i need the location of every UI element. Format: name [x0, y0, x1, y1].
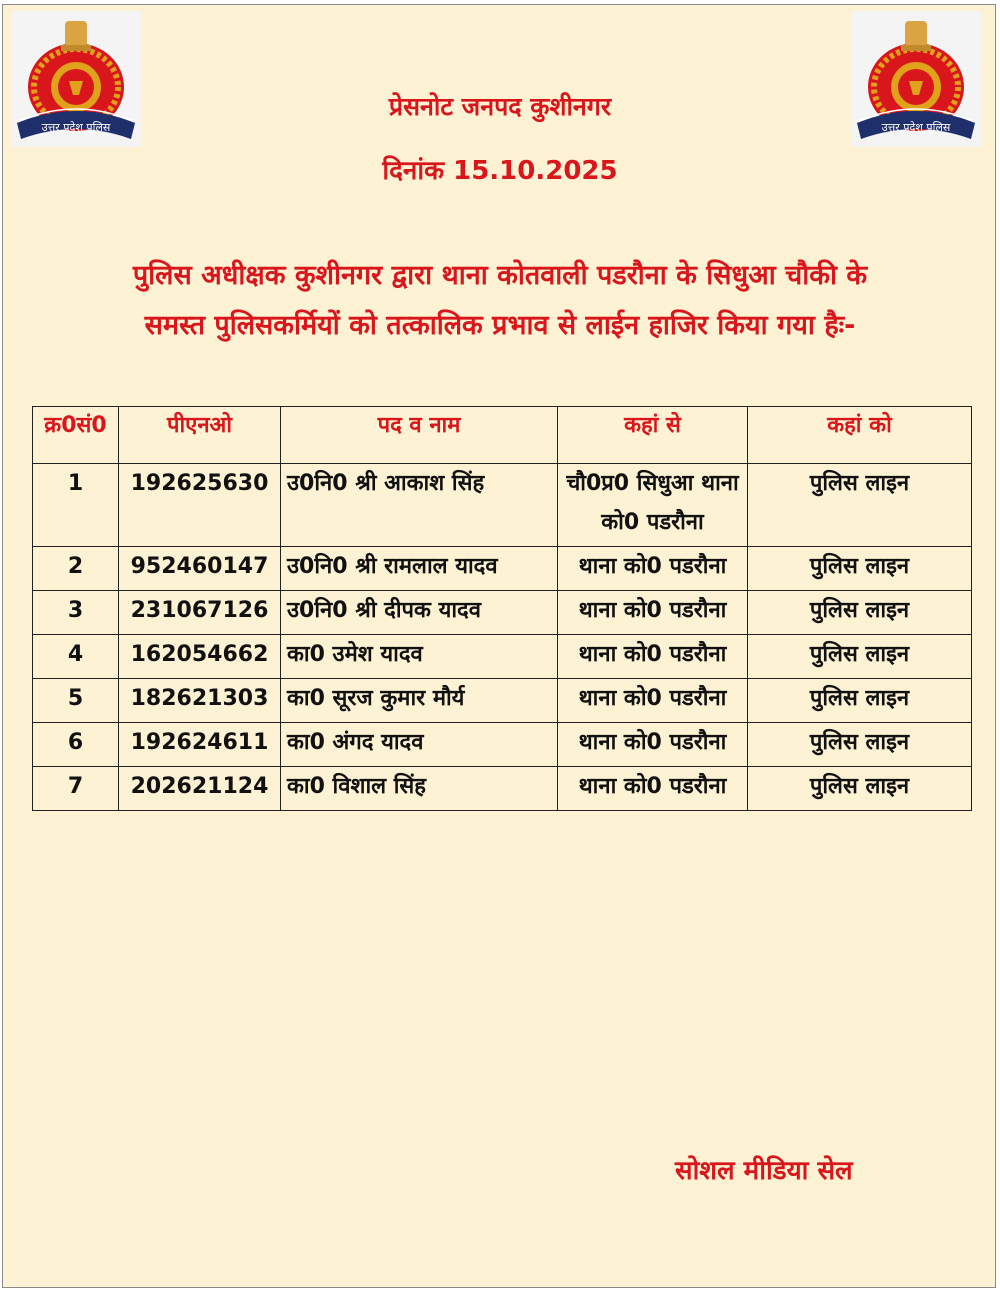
- cell-pno: 192624611: [119, 723, 281, 767]
- cell-from: थाना को0 पडरौना: [558, 591, 748, 635]
- cell-pno: 162054662: [119, 635, 281, 679]
- cell-name: का0 उमेश यादव: [281, 635, 558, 679]
- cell-pno: 182621303: [119, 679, 281, 723]
- cell-from: चौ0प्र0 सिधुआ थाना को0 पडरौना: [558, 464, 748, 547]
- header-rank-name: पद व नाम: [281, 407, 558, 464]
- cell-serial: 1: [33, 464, 119, 547]
- table-row: [33, 679, 972, 723]
- header-to: कहां को: [748, 407, 972, 464]
- cell-to: पुलिस लाइन: [748, 679, 972, 723]
- cell-serial: 6: [33, 723, 119, 767]
- cell-pno: 231067126: [119, 591, 281, 635]
- table-row: [33, 591, 972, 635]
- cell-name: का0 अंगद यादव: [281, 723, 558, 767]
- cell-pno: 952460147: [119, 547, 281, 591]
- cell-from: थाना को0 पडरौना: [558, 547, 748, 591]
- cell-to: पुलिस लाइन: [748, 723, 972, 767]
- cell-serial: 4: [33, 635, 119, 679]
- press-note-page: [2, 4, 996, 1288]
- logo-text: उत्तर प्रदेश पुलिस: [881, 121, 951, 134]
- header-from: कहां से: [558, 407, 748, 464]
- cell-serial: 2: [33, 547, 119, 591]
- up-police-emblem-icon: [851, 11, 981, 147]
- cell-serial: 3: [33, 591, 119, 635]
- cell-to: पुलिस लाइन: [748, 635, 972, 679]
- header-pno: पीएनओ: [119, 407, 281, 464]
- cell-from: थाना को0 पडरौना: [558, 723, 748, 767]
- logo-text: उत्तर प्रदेश पुलिस: [41, 121, 111, 134]
- table-header-row: [33, 407, 972, 464]
- footer-signature: सोशल मीडिया सेल: [675, 1156, 853, 1186]
- cell-pno: 192625630: [119, 464, 281, 547]
- cell-from: थाना को0 पडरौना: [558, 767, 748, 811]
- table-row: [33, 723, 972, 767]
- cell-name: का0 सूरज कुमार मौर्य: [281, 679, 558, 723]
- cell-name: उ0नि0 श्री रामलाल यादव: [281, 547, 558, 591]
- cell-to: पुलिस लाइन: [748, 767, 972, 811]
- up-police-logo: [11, 11, 141, 147]
- announcement-text: [3, 251, 997, 351]
- table-row: [33, 767, 972, 811]
- cell-to: पुलिस लाइन: [748, 547, 972, 591]
- announcement-line-1: पुलिस अधीक्षक कुशीनगर द्वारा थाना कोतवाली पडरौना के सिधुआ चौकी के: [132, 260, 868, 291]
- up-police-logo: [851, 11, 981, 147]
- cell-to: पुलिस लाइन: [748, 464, 972, 547]
- table-row: [33, 635, 972, 679]
- cell-pno: 202621124: [119, 767, 281, 811]
- header-serial: क्र0सं0: [33, 407, 119, 464]
- press-note-date: दिनांक 15.10.2025: [382, 156, 618, 186]
- cell-serial: 7: [33, 767, 119, 811]
- table-row: [33, 464, 972, 547]
- cell-to: पुलिस लाइन: [748, 591, 972, 635]
- cell-serial: 5: [33, 679, 119, 723]
- table-row: [33, 547, 972, 591]
- cell-name: उ0नि0 श्री आकाश सिंह: [281, 464, 558, 547]
- up-police-emblem-icon: [11, 11, 141, 147]
- cell-name: उ0नि0 श्री दीपक यादव: [281, 591, 558, 635]
- press-note-title: प्रेसनोट जनपद कुशीनगर: [388, 92, 612, 121]
- cell-name: का0 विशाल सिंह: [281, 767, 558, 811]
- cell-from: थाना को0 पडरौना: [558, 635, 748, 679]
- transfer-table: [32, 406, 972, 811]
- announcement-line-2: समस्त पुलिसकर्मियों को तत्कालिक प्रभाव से लाईन हाजिर किया गया हैः-: [144, 310, 856, 341]
- cell-from: थाना को0 पडरौना: [558, 679, 748, 723]
